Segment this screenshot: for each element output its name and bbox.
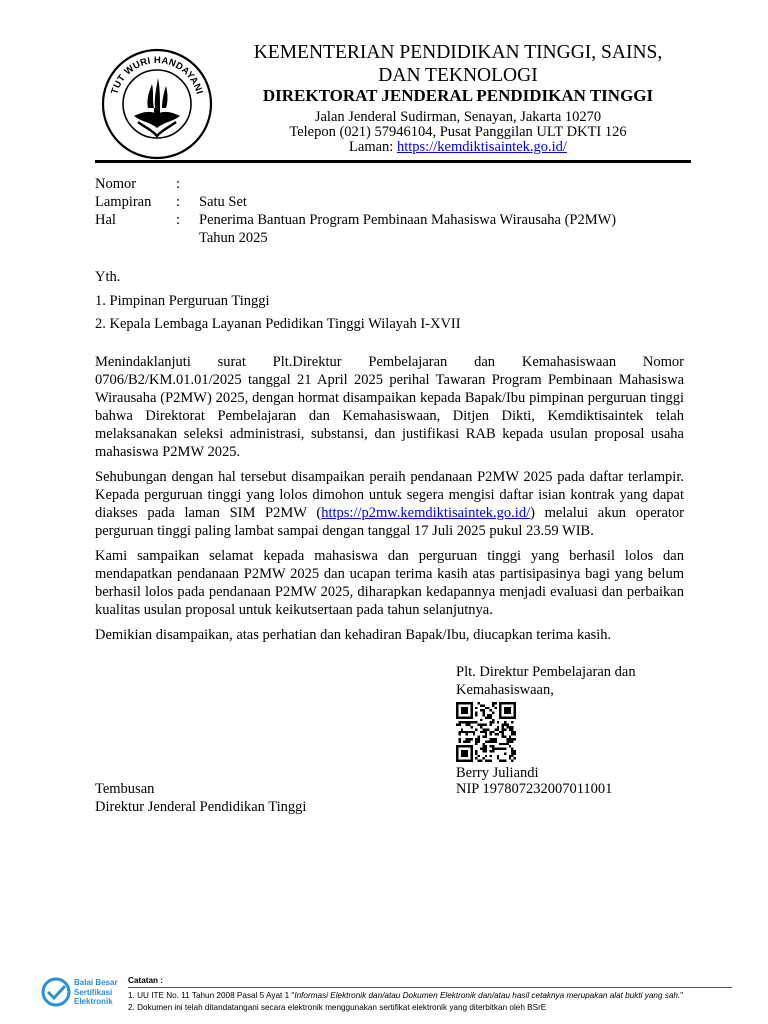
address-line: Jalan Jenderal Sudirman, Senayan, Jakarta 10270 bbox=[314, 109, 602, 125]
lampiran-label: Lampiran bbox=[95, 194, 152, 210]
hal-colon: : bbox=[176, 212, 181, 228]
cc-item: Direktur Jenderal Pendidikan Tinggi bbox=[95, 799, 307, 815]
bsre-logo-icon bbox=[40, 976, 72, 1008]
paragraph-2-text-a: Sehubungan dengan hal tersebut disampaikan peraih pendanaan P2MW 2025 pada daftar terlampir. Kepada perguruan tinggi yang lolos dimohon untuk segera mengisi daftar isian kontrak yang dapat diakses pada laman SIM P2MW ( bbox=[95, 469, 684, 521]
note1-italic: Informasi Elektronik dan/atau Dokumen Elektronik dan/atau hasil cetaknya merupakan alat bukti yang sah. bbox=[294, 991, 681, 1000]
bsre-name bbox=[74, 978, 118, 1007]
paragraph-1: Menindaklanjuti surat Plt.Direktur Pembelajaran dan Kemahasiswaan Nomor 0706/B2/KM.01.01/2025 tanggal 21 April 2025 perihal Tawaran Program Pembinaan Mahasiswa Wirausaha (P2MW) 2025, dengan hormat disampaikan kepada Bapak/Ibu pimpinan perguruan tinggi bahwa Direktorat Pembelajaran dan Kemahasiswaan, Ditjen Dikti, Kemdiktisaintek telah melaksanakan seleksi administrasi, substansi, dan justifikasi RAB kepada usulan proposal usaha mahasiswa P2MW 2025. bbox=[95, 354, 684, 460]
tut-wuri-handayani-logo bbox=[98, 42, 216, 160]
signer-name: Berry Juliandi bbox=[456, 765, 539, 781]
letter-body bbox=[95, 353, 684, 644]
paragraph-3: Kami sampaikan selamat kepada mahasiswa dan perguruan tinggi yang berhasil lolos dan mendapatkan pendanaan P2MW 2025 dan ucapan terima kasih atas partisipasinya bagi yang belum berhasil lolos pada pendanaan P2MW 2025, diharapkan kedapannya menjadi evaluasi dan perbaikan kualitas usulan proposal untuk keikutsertaan pada tahun selanjutnya. bbox=[95, 548, 684, 618]
website-line bbox=[228, 139, 688, 156]
meta-hal-row bbox=[95, 211, 684, 247]
signer-title-line1: Plt. Direktur Pembelajaran dan bbox=[456, 664, 636, 680]
recipient-item-2: 2. Kepala Lembaga Layanan Pedidikan Tinggi Wilayah I-XVII bbox=[95, 316, 461, 332]
meta-lampiran-row bbox=[95, 193, 684, 211]
lampiran-value: Satu Set bbox=[199, 194, 247, 210]
bsre-line1: Balai Besar bbox=[74, 978, 118, 987]
directorate-name: DIREKTORAT JENDERAL PENDIDIKAN TINGGI bbox=[262, 86, 654, 105]
letterhead-divider bbox=[95, 160, 691, 163]
ministry-name-line1: KEMENTERIAN PENDIDIKAN TINGGI, SAINS, bbox=[253, 42, 663, 63]
letter-meta bbox=[95, 175, 684, 247]
note1-end: " bbox=[680, 991, 684, 1000]
website-label: Laman: bbox=[349, 139, 394, 155]
phone-line: Telepon (021) 57946104, Pusat Panggilan ULT DKTI 126 bbox=[289, 124, 627, 140]
signer-nip: NIP 197807232007011001 bbox=[456, 781, 613, 797]
footer-divider bbox=[128, 987, 732, 988]
paragraph-2 bbox=[95, 468, 684, 540]
cc-label: Tembusan bbox=[95, 781, 155, 797]
hal-value-line2: Tahun 2025 bbox=[199, 230, 268, 246]
signature-qr-code bbox=[456, 702, 516, 762]
footer-note-1 bbox=[128, 990, 758, 1001]
signer-title-line2: Kemahasiswaan, bbox=[456, 682, 554, 698]
bsre-line3: Elektronik bbox=[74, 997, 113, 1006]
footer-catatan-label: Catatan : bbox=[128, 976, 164, 985]
footer-note-2: 2. Dokumen ini telah ditandatangani secara elektronik menggunakan sertifikat elektronik yang diterbitkan oleh BSrE bbox=[128, 1003, 547, 1012]
nomor-colon: : bbox=[176, 176, 181, 192]
nomor-label: Nomor bbox=[95, 176, 137, 192]
paragraph-4: Demikian disampaikan, atas perhatian dan kehadiran Bapak/Ibu, diucapkan terima kasih. bbox=[95, 627, 612, 643]
paragraph-2-text-b: ) melalui akun operator perguruan tinggi paling lambat sampai dengan tanggal 17 Juli 2025 pukul 23.59 WIB. bbox=[95, 505, 684, 539]
meta-nomor-row bbox=[95, 175, 684, 193]
website-link[interactable]: https://kemdiktisaintek.go.id/ bbox=[396, 139, 567, 155]
hal-label: Hal bbox=[95, 212, 116, 228]
logo-motto-text: TUT WURI HANDAYANI bbox=[109, 54, 205, 96]
sim-p2mw-link[interactable]: https://p2mw.kemdiktisaintek.go.id/ bbox=[321, 505, 531, 521]
lampiran-colon: : bbox=[176, 194, 181, 210]
hal-value-line1: Penerima Bantuan Program Pembinaan Mahasiswa Wirausaha (P2MW) bbox=[199, 212, 617, 228]
recipient-item-1: 1. Pimpinan Perguruan Tinggi bbox=[95, 293, 270, 309]
bsre-line2: Sertifikasi bbox=[74, 987, 113, 997]
salutation: Yth. bbox=[95, 269, 121, 285]
ministry-name-line2: DAN TEKNOLOGI bbox=[378, 65, 538, 86]
note1-text: 1. UU ITE No. 11 Tahun 2008 Pasal 5 Ayat 1 " bbox=[128, 991, 295, 1000]
